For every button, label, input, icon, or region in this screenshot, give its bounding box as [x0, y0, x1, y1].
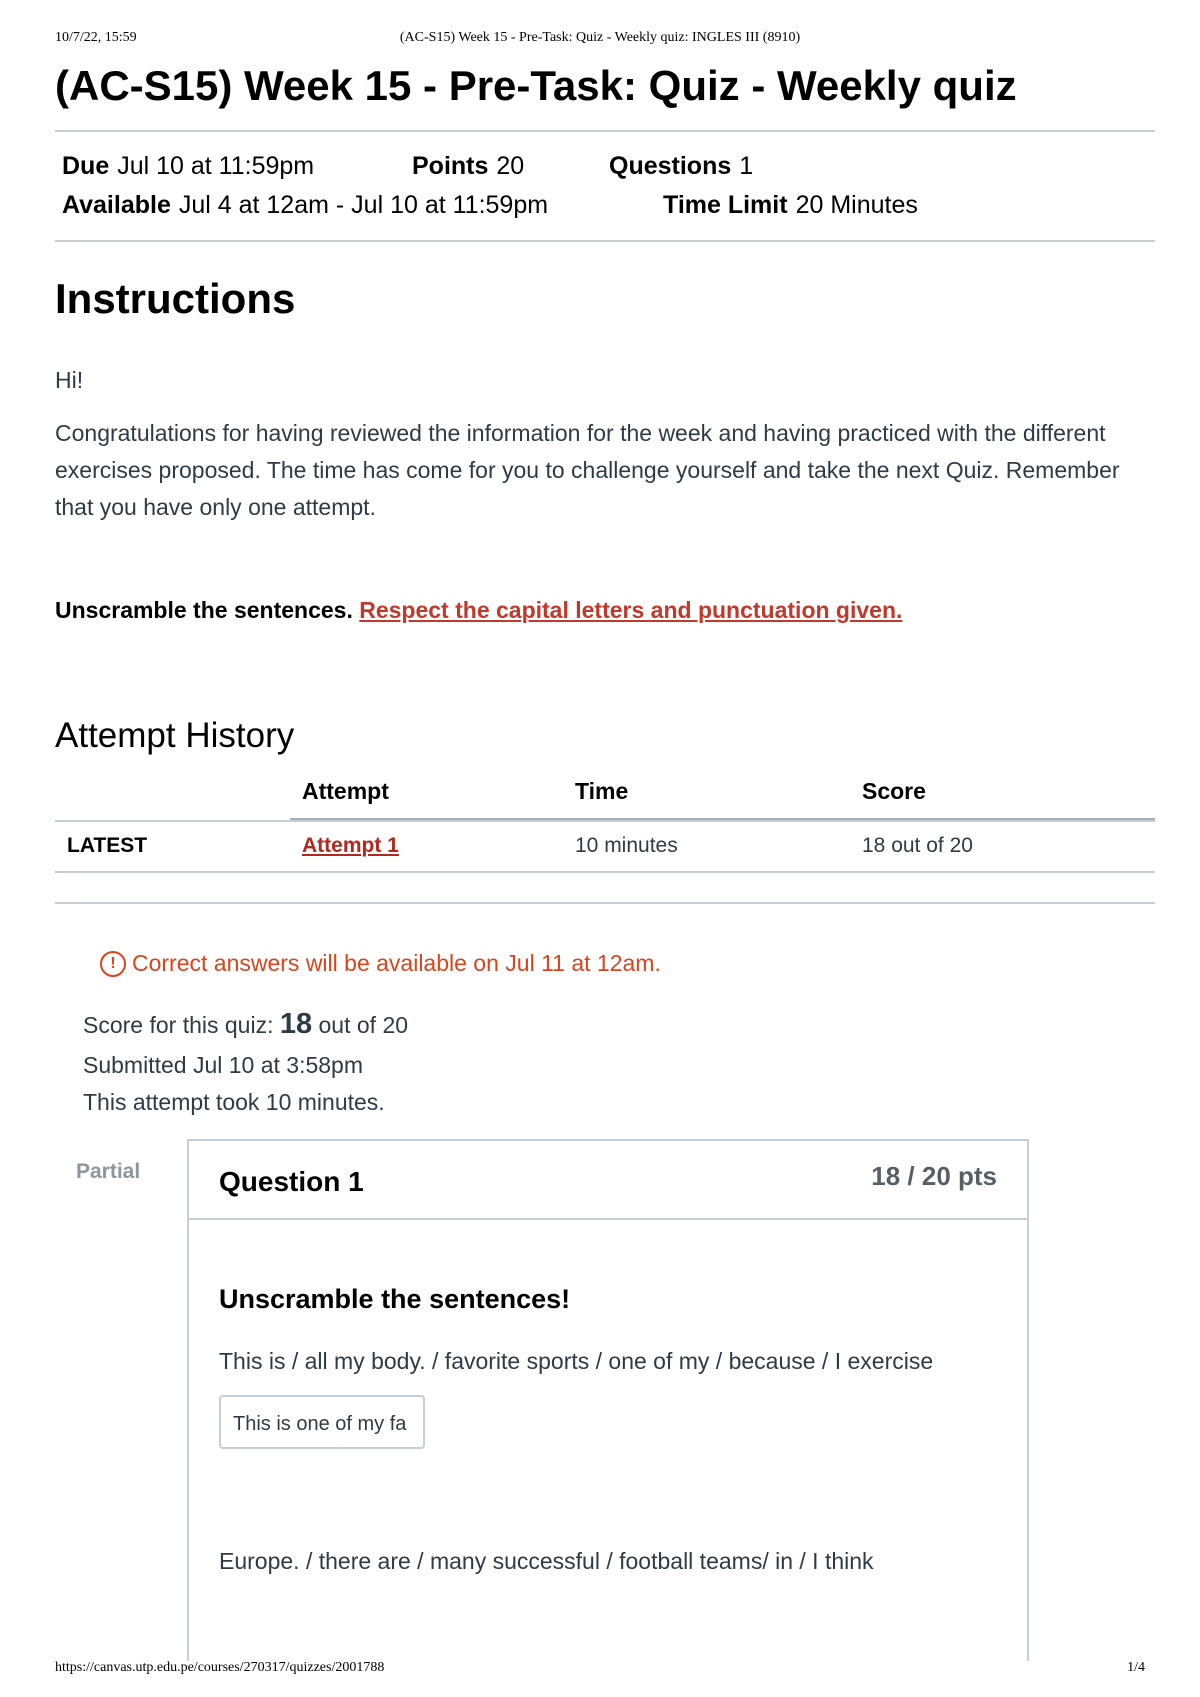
column-header-score: Score	[862, 778, 926, 804]
attempt-cell	[302, 834, 399, 858]
submitted-info: Submitted Jul 10 at 3:58pm	[83, 1052, 363, 1078]
warning-icon: !	[100, 951, 126, 977]
questions-label: Questions	[609, 152, 732, 180]
score-prefix: Score for this quiz:	[83, 1012, 274, 1038]
instructions-body: Congratulations for having reviewed the information for the week and having practiced with the different exercises proposed. The time has come for you to challenge yourself and take the next Quiz. Remember that you have only one attempt.	[55, 420, 1120, 520]
page-number: 1/4	[1127, 1660, 1145, 1675]
greeting: Hi!	[55, 367, 84, 393]
quiz-score	[83, 1008, 408, 1041]
points-label: Points	[412, 152, 489, 180]
points-info	[412, 152, 524, 181]
unscramble-instruction	[55, 597, 902, 624]
row-rule	[55, 871, 1155, 873]
correct-answers-notice	[100, 950, 661, 977]
respect-capitals-link[interactable]: Respect the capital letters and punctuation given.	[359, 597, 903, 623]
latest-label: LATEST	[67, 834, 148, 857]
question-header	[189, 1141, 1027, 1220]
print-date: 10/7/22, 15:59	[55, 30, 137, 45]
attempt-history-heading: Attempt History	[55, 716, 295, 755]
due-value: Jul 10 at 11:59pm	[117, 152, 315, 180]
print-url: https://canvas.utp.edu.pe/courses/270317/quizzes/2001788	[55, 1660, 385, 1675]
attempt-1-link[interactable]: Attempt 1	[302, 834, 399, 857]
due-info	[62, 152, 314, 181]
question-prompt-1: This is / all my body. / favorite sports / one of my / because / I exercise	[219, 1348, 934, 1374]
instructions-heading: Instructions	[55, 275, 296, 322]
quiz-title: (AC-S15) Week 15 - Pre-Task: Quiz - Weekly quiz	[55, 62, 1017, 109]
duration-info: This attempt took 10 minutes.	[83, 1089, 385, 1115]
divider	[55, 130, 1155, 132]
available-value: Jul 4 at 12am - Jul 10 at 11:59pm	[178, 191, 549, 219]
question-card	[187, 1139, 1029, 1661]
question-subheading: Unscramble the sentences!	[219, 1284, 571, 1314]
points-value: 20	[496, 152, 525, 180]
questions-value: 1	[739, 152, 754, 180]
score-value: 18	[279, 1008, 313, 1040]
available-label: Available	[62, 191, 171, 219]
column-header-attempt: Attempt	[302, 778, 389, 804]
divider	[55, 902, 1155, 904]
question-prompt-2: Europe. / there are / many successful / football teams/ in / I think	[219, 1548, 874, 1574]
unscramble-bold: Unscramble the sentences.	[55, 597, 353, 623]
time-limit-info	[663, 191, 918, 220]
score-cell: 18 out of 20	[862, 834, 973, 857]
question-points: 18 / 20 pts	[871, 1161, 997, 1191]
available-info	[62, 191, 548, 220]
score-suffix: out of 20	[318, 1012, 409, 1038]
time-limit-value: 20 Minutes	[795, 191, 918, 219]
due-label: Due	[62, 152, 110, 180]
row-rule	[55, 820, 1155, 822]
print-doc-title: (AC-S15) Week 15 - Pre-Task: Quiz - Weekly quiz: INGLES III (8910)	[399, 30, 801, 45]
question-status: Partial	[76, 1160, 141, 1183]
divider	[55, 240, 1155, 242]
question-title: Question 1	[219, 1166, 364, 1197]
notice-text: Correct answers will be available on Jul 11 at 12am.	[132, 950, 661, 976]
column-header-time: Time	[575, 778, 629, 804]
time-limit-label: Time Limit	[663, 191, 788, 219]
questions-info	[609, 152, 753, 181]
answer-field-1[interactable]: This is one of my fa	[219, 1395, 425, 1449]
time-cell: 10 minutes	[575, 834, 678, 857]
